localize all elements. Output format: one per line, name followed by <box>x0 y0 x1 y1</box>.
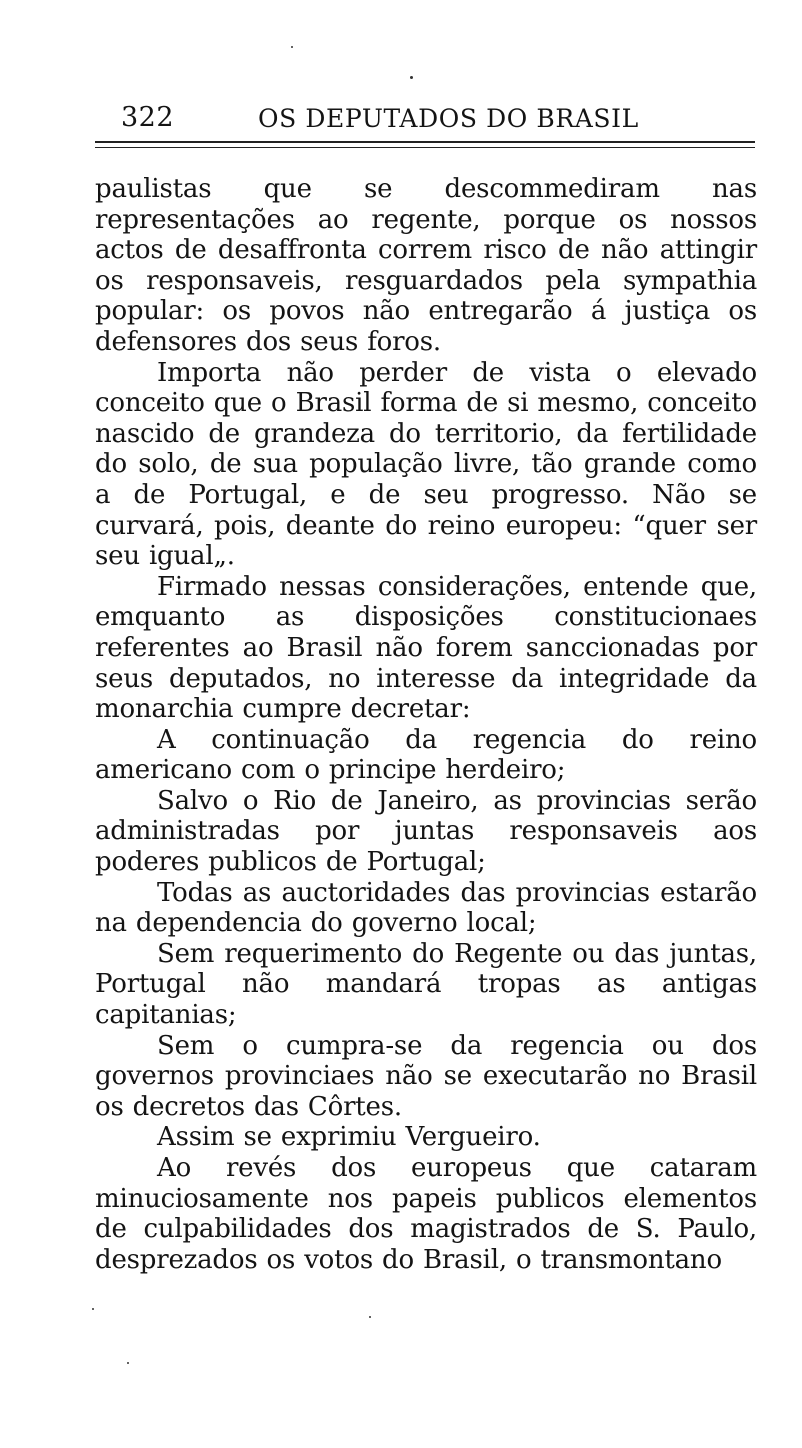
print-speck <box>369 1316 371 1318</box>
paragraph: Salvo o Rio de Janeiro, as provincias serão administradas por juntas responsaveis aos poderes publicos de Portugal; <box>95 785 757 878</box>
print-speck <box>127 1362 129 1364</box>
running-title: OS DEPUTADOS DO BRASIL <box>258 104 639 133</box>
print-speck <box>92 1308 94 1310</box>
paragraph: Importa não perder de vista o elevado conceito que o Brasil forma de si mesmo, conceito nascido de grandeza do territorio, da fertilidade do solo, de sua população livre, tão grande como a de Portugal, e de seu progresso. Não se curvará, pois, deante do reino europeu: “quer ser seu igual„. <box>95 357 757 572</box>
paragraph: Assim se exprimiu Vergueiro. <box>157 1122 541 1153</box>
header-rule-thin <box>95 147 755 148</box>
paragraph: Todas as auctoridades das provincias estarão na dependencia do governo local; <box>95 877 757 939</box>
paragraph: Ao revés dos europeus que cataram minuciosamente nos papeis publicos elementos de culpabilidades dos magistrados de S. Paulo, desprezados os votos do Brasil, o transmontano <box>95 1153 757 1275</box>
page-header <box>95 100 755 140</box>
body-text <box>95 174 757 1275</box>
print-speck <box>410 76 413 79</box>
paragraph: A continuação da regencia do reino americano com o principe herdeiro; <box>95 724 757 786</box>
page-number: 322 <box>121 102 175 133</box>
header-rule <box>95 141 755 143</box>
paragraph: Sem o cumpra-se da regencia ou dos governos provinciaes não se executarão no Brasil os decretos das Côrtes. <box>95 1030 757 1122</box>
paragraph: Sem requerimento do Regente ou das juntas, Portugal não mandará tropas as antigas capitanias; <box>95 938 757 1031</box>
paragraph: paulistas que se descommediram nas representações ao regente, porque os nossos actos de desaffronta correm risco de não attingir os responsaveis, resguardados pela sympathia popular: os povos não entregarão á justiça os defensores dos seus foros. <box>95 174 757 357</box>
paragraph: Firmado nessas considerações, entende que, emquanto as disposições constitucionaes referentes ao Brasil não forem sanccionadas por seus deputados, no interesse da integridade da monarchia cumpre decretar: <box>95 571 757 725</box>
print-speck <box>291 46 293 48</box>
